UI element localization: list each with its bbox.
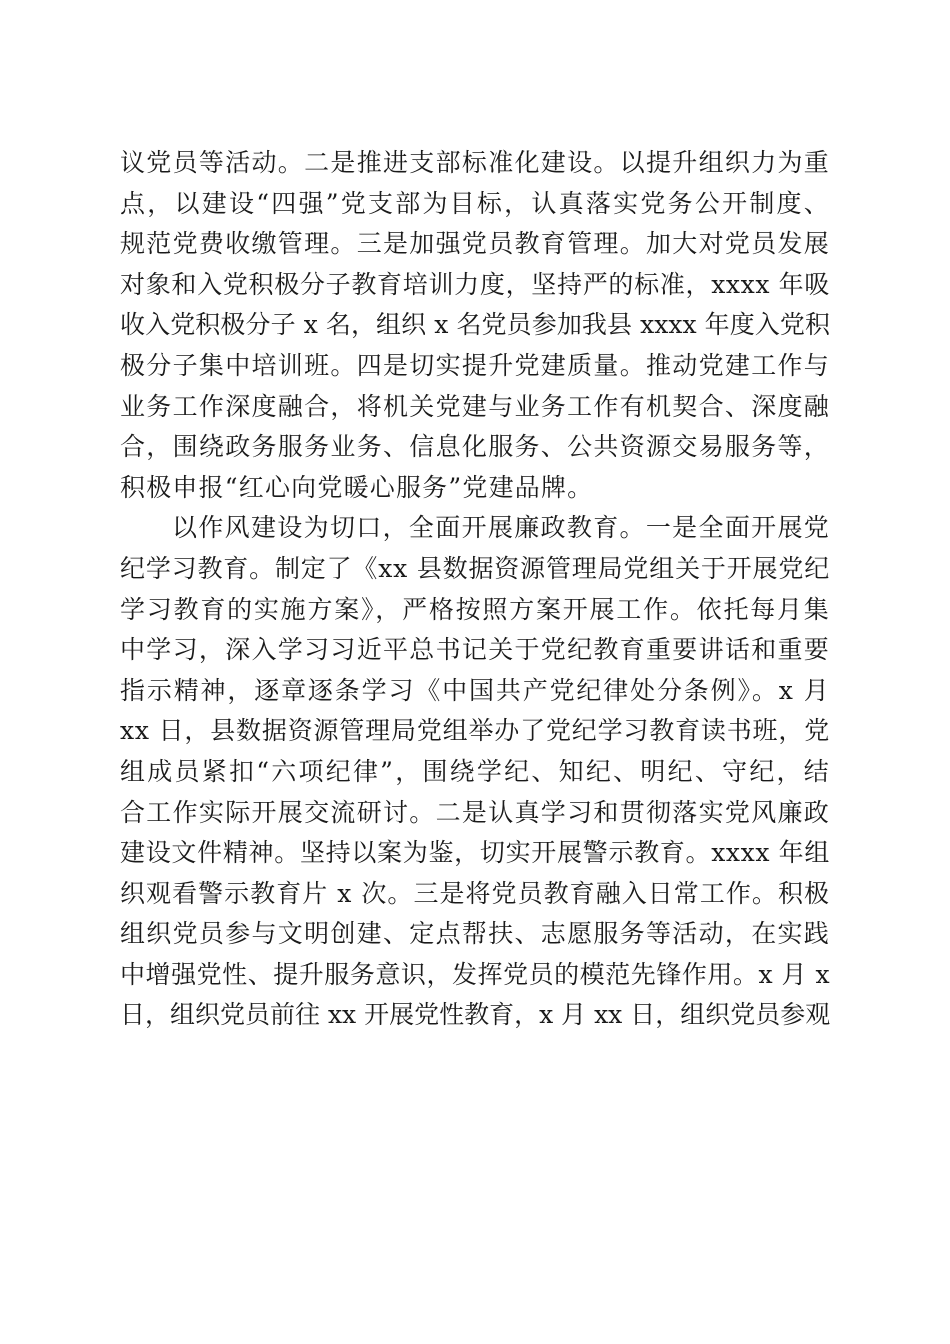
text-line: 组织党员参与文明创建、定点帮扶、志愿服务等活动，在实践 [120, 919, 830, 949]
text-line: 织观看警示教育片 x 次。三是将党员教育融入日常工作。积极 [120, 878, 830, 908]
text-line: 规范党费收缴管理。三是加强党员教育管理。加大对党员发展 [120, 229, 830, 259]
text-line: 合，围绕政务服务业务、信息化服务、公共资源交易服务等， [120, 432, 830, 462]
text-line: 点，以建设“四强”党支部为目标，认真落实党务公开制度、 [120, 188, 830, 218]
text-line: 对象和入党积极分子教育培训力度，坚持严的标准，xxxx 年吸 [120, 269, 830, 299]
text-line: 日，组织党员前往 xx 开展党性教育，x 月 xx 日，组织党员参观 [120, 1000, 830, 1030]
paragraph-1 [120, 143, 830, 508]
text-line-indented: 以作风建设为切口，全面开展廉政教育。一是全面开展党 [172, 513, 830, 543]
text-line: 业务工作深度融合，将机关党建与业务工作有机契合、深度融 [120, 391, 830, 421]
text-line: 学习教育的实施方案》，严格按照方案开展工作。依托每月集 [120, 594, 830, 624]
text-line: 组成员紧扣“六项纪律”，围绕学纪、知纪、明纪、守纪，结 [120, 756, 830, 786]
text-line: 议党员等活动。二是推进支部标准化建设。以提升组织力为重 [120, 148, 830, 177]
document-body [120, 143, 830, 1036]
paragraph-2 [120, 508, 830, 1036]
text-line: 合工作实际开展交流研讨。二是认真学习和贯彻落实党风廉政 [120, 797, 830, 827]
text-line: 建设文件精神。坚持以案为鉴，切实开展警示教育。xxxx 年组 [120, 838, 830, 868]
text-line: 中增强党性、提升服务意识，发挥党员的模范先锋作用。x 月 x [120, 959, 830, 989]
text-line: 极分子集中培训班。四是切实提升党建质量。推动党建工作与 [120, 350, 830, 380]
text-line: 纪学习教育。制定了《xx 县数据资源管理局党组关于开展党纪 [120, 553, 830, 583]
text-line: 中学习，深入学习习近平总书记关于党纪教育重要讲话和重要 [120, 635, 830, 665]
text-line: 指示精神，逐章逐条学习《中国共产党纪律处分条例》。x 月 [120, 675, 830, 705]
text-line: xx 日，县数据资源管理局党组举办了党纪学习教育读书班，党 [120, 716, 830, 746]
text-line: 收入党积极分子 x 名，组织 x 名党员参加我县 xxxx 年度入党积 [120, 310, 830, 340]
text-line: 积极申报“红心向党暖心服务”党建品牌。 [120, 472, 594, 502]
